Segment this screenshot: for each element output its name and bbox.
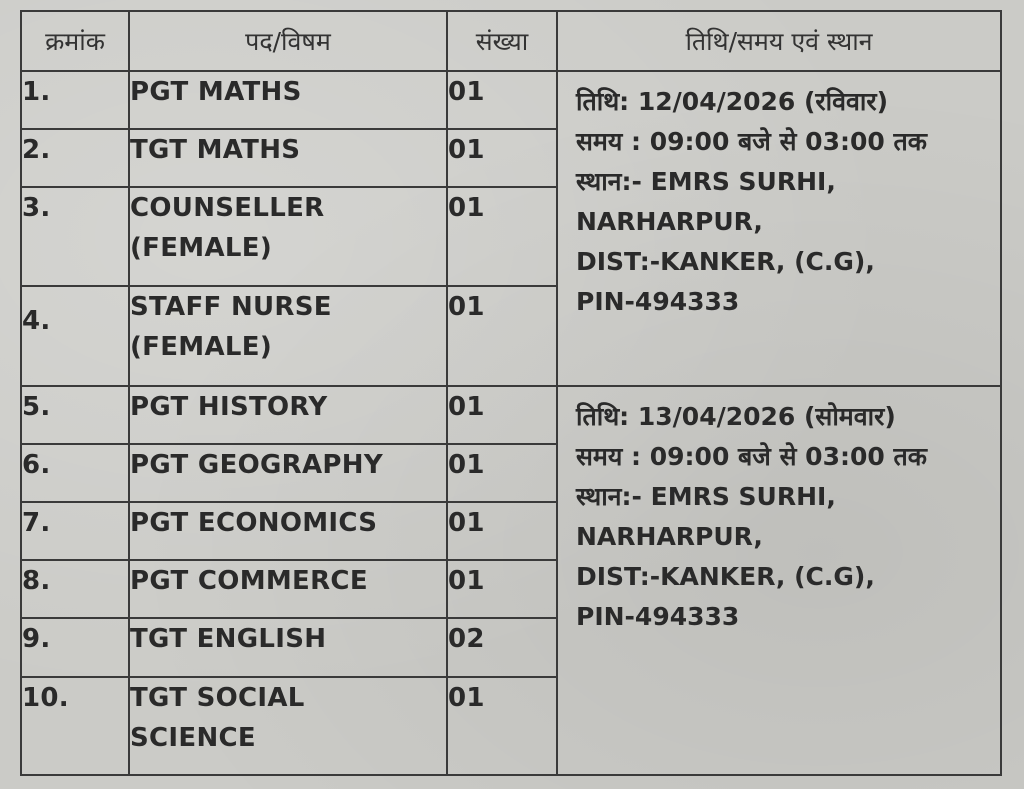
post-line: PGT GEOGRAPHY	[130, 450, 383, 481]
post-cell	[129, 129, 447, 187]
post-cell	[129, 187, 447, 285]
post-line: PGT ECONOMICS	[130, 508, 378, 539]
schedule-venue-town: NARHARPUR,	[576, 521, 763, 551]
schedule-district: DIST:-KANKER, (C.G),	[576, 561, 875, 591]
schedule-pin: PIN-494333	[576, 601, 740, 631]
header-post: पद/विषम	[129, 11, 447, 71]
post-line: SCIENCE	[130, 722, 256, 753]
serial-cell: 3.	[21, 187, 129, 285]
schedule-venue-town: NARHARPUR,	[576, 207, 763, 236]
count-cell: 01	[447, 129, 557, 187]
schedule-district: DIST:-KANKER, (C.G),	[576, 247, 875, 276]
post-line: PGT COMMERCE	[130, 566, 368, 597]
serial-cell: 5.	[21, 386, 129, 444]
header-schedule: तिथि/समय एवं स्थान	[557, 11, 1001, 71]
post-line: (FEMALE)	[130, 331, 273, 362]
post-cell	[129, 286, 447, 386]
serial-cell: 1.	[21, 71, 129, 129]
schedule-venue: स्थान:- EMRS SURHI,	[576, 167, 836, 196]
schedule-time: समय : 09:00 बजे से 03:00 तक	[576, 127, 927, 156]
count-cell: 01	[447, 677, 557, 775]
serial-cell: 6.	[21, 444, 129, 502]
vacancy-table	[20, 10, 1002, 776]
count-cell: 01	[447, 386, 557, 444]
schedule-time: समय : 09:00 बजे से 03:00 तक	[576, 441, 927, 471]
post-line: COUNSELLER	[130, 193, 325, 224]
post-line: PGT HISTORY	[130, 391, 328, 422]
serial-cell: 9.	[21, 618, 129, 676]
post-cell	[129, 560, 447, 618]
post-line: STAFF NURSE	[130, 291, 332, 322]
post-cell	[129, 502, 447, 560]
schedule-cell-1	[557, 71, 1001, 386]
count-cell: 01	[447, 560, 557, 618]
schedule-date: तिथि: 13/04/2026 (सोमवार)	[576, 401, 896, 431]
table-row	[21, 386, 1001, 444]
serial-cell: 2.	[21, 129, 129, 187]
table-row	[21, 71, 1001, 129]
count-cell: 01	[447, 187, 557, 285]
serial-cell: 8.	[21, 560, 129, 618]
post-cell	[129, 386, 447, 444]
post-line: (FEMALE)	[130, 233, 273, 264]
header-serial: क्रमांक	[21, 11, 129, 71]
count-cell: 01	[447, 71, 557, 129]
schedule-venue: स्थान:- EMRS SURHI,	[576, 481, 836, 511]
serial-cell: 10.	[21, 677, 129, 775]
schedule-cell-2	[557, 386, 1001, 775]
post-line: TGT ENGLISH	[130, 624, 327, 655]
post-line: TGT MATHS	[130, 135, 301, 166]
table-header-row	[21, 11, 1001, 71]
count-cell: 01	[447, 286, 557, 386]
count-cell: 02	[447, 618, 557, 676]
schedule-date: तिथि: 12/04/2026 (रविवार)	[576, 87, 889, 116]
post-line: TGT SOCIAL	[130, 682, 305, 713]
post-cell	[129, 618, 447, 676]
count-cell: 01	[447, 502, 557, 560]
post-cell	[129, 677, 447, 775]
header-count: संख्या	[447, 11, 557, 71]
count-cell: 01	[447, 444, 557, 502]
serial-cell: 4.	[21, 286, 129, 386]
post-cell	[129, 71, 447, 129]
serial-cell: 7.	[21, 502, 129, 560]
post-line: PGT MATHS	[130, 77, 302, 107]
schedule-pin: PIN-494333	[576, 287, 740, 316]
post-cell	[129, 444, 447, 502]
